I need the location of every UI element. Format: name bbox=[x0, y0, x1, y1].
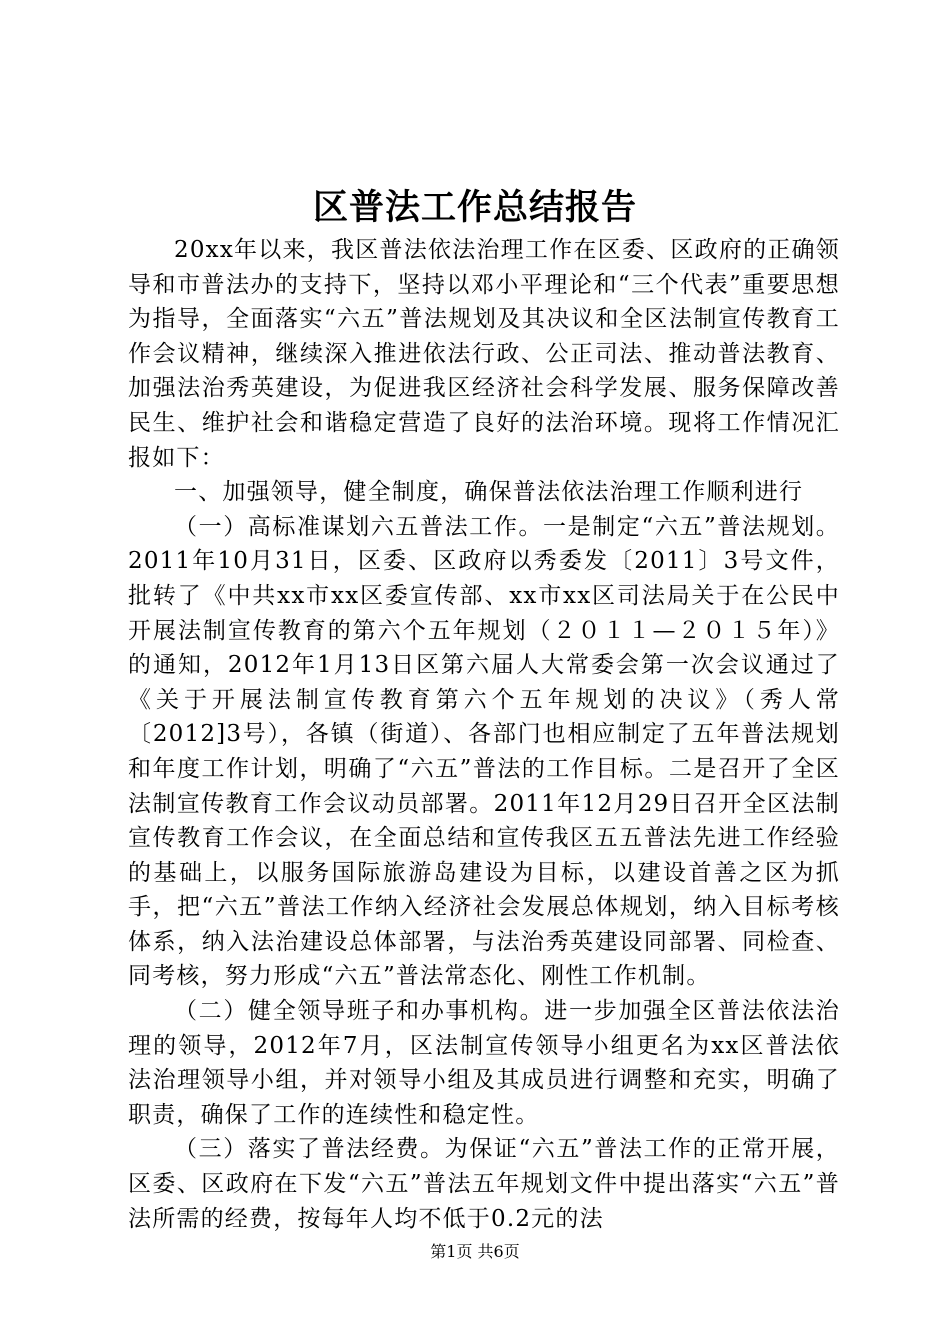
document-title: 区普法工作总结报告 bbox=[312, 187, 637, 228]
paragraph-item-3: （三）落实了普法经费。为保证“六五”普法工作的正常开展，区委、区政府在下发“六五”普法五年规划文件中提出落实“六五”普法所需的经费，按每年人均不低于0.2元的法 bbox=[128, 1136, 840, 1232]
paragraph-intro: 20xx年以来，我区普法依法治理工作在区委、区政府的正确领导和市普法办的支持下，坚持以邓小平理论和“三个代表”重要思想为指导，全面落实“六五”普法规划及其决议和全区法制宣传教育工作会议精神，继续深入推进依法行政、公正司法、推动普法教育、加强法治秀英建设，为促进我区经济社会科学发展、服务保障改善民生、维护社会和谐稳定营造了良好的法治环境。现将工作情况汇报如下： bbox=[128, 237, 840, 471]
section-heading-1: 一、加强领导，健全制度，确保普法依法治理工作顺利进行 bbox=[174, 479, 804, 506]
paragraph-item-1: （一）高标准谋划六五普法工作。一是制定“六五”普法规划。2011年10月31日，区委、区政府以秀委发〔2011〕3号文件，批转了《中共xx市xx区委宣传部、xx市xx区司法局关于在公民中开展法制宣传教育的第六个五年规划（２０１１—２０１５年）》的通知，2012年1月13日区第六届人大常委会第一次会议通过了《关于开展法制宣传教育第六个五年规划的决议》（秀人常〔2012]3号），各镇（街道）、各部门也相应制定了五年普法规划和年度工作计划，明确了“六五”普法的工作目标。二是召开了全区法制宣传教育工作会议动员部署。2011年12月29日召开全区法制宣传教育工作会议，在全面总结和宣传我区五五普法先进工作经验的基础上，以服务国际旅游岛建设为目标，以建设首善之区为抓手，把“六五”普法工作纳入经济社会发展总体规划，纳入目标考核体系，纳入法治建设总体部署，与法治秀英建设同部署、同检查、同考核，努力形成“六五”普法常态化、刚性工作机制。 bbox=[128, 513, 840, 990]
document-body bbox=[128, 233, 840, 1236]
page-number: 第1页 共6页 bbox=[430, 1242, 520, 1261]
paragraph-item-2: （二）健全领导班子和办事机构。进一步加强全区普法依法治理的领导，2012年7月，区法制宣传领导小组更名为xx区普法依法治理领导小组，并对领导小组及其成员进行调整和充实，明确了职责，确保了工作的连续性和稳定性。 bbox=[128, 998, 840, 1128]
